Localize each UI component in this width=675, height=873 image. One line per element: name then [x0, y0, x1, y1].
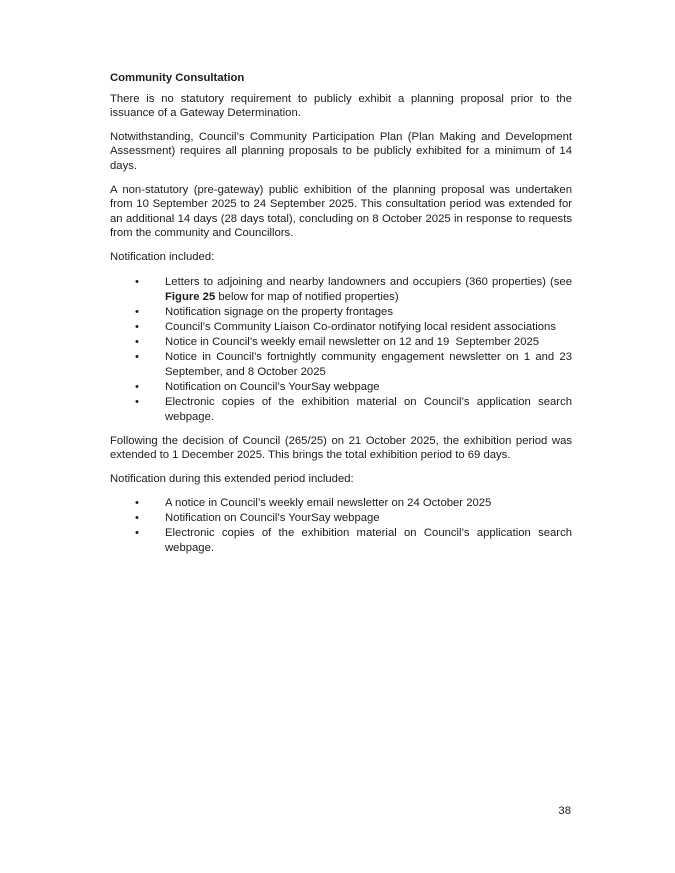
- bullet-item-october-newsletter: [110, 496, 572, 511]
- paragraph-council-decision: Following the decision of Council (265/25) on 21 October 2025, the exhibition period was extended to 1 December 2025. This brings the total exhibition period to 69 days.: [110, 434, 572, 462]
- bullet-icon: •: [135, 512, 139, 525]
- bullet-item-fortnightly-newsletter: [110, 350, 572, 380]
- bullet-text: Notification on Council’s YourSay webpage: [165, 512, 380, 525]
- bullet-item-letters: [110, 275, 572, 305]
- bullet-text: Notice in Council’s fortnightly community engagement newsletter on 1 and 23 September, and 8 October 2025: [165, 350, 572, 378]
- document-body: [110, 71, 572, 565]
- bullet-item-liaison: [110, 320, 572, 335]
- bullet-icon: •: [135, 275, 139, 288]
- figure-reference: Figure 25: [165, 290, 216, 303]
- paragraph-participation-plan: Notwithstanding, Council’s Community Participation Plan (Plan Making and Development Assessment) requires all planning proposals to be publicly exhibited for a minimum of 14 days.: [110, 130, 572, 172]
- bullet-text: Notice in Council’s weekly email newsletter on 12 and 19 September 2025: [165, 335, 540, 348]
- list-intro-extended-period: Notification during this extended period included:: [110, 472, 354, 485]
- notification-bullet-list: [110, 275, 572, 425]
- page-number: 38: [558, 805, 571, 817]
- bullet-text: below for map of notified properties): [215, 290, 399, 303]
- bullet-icon: •: [135, 497, 139, 510]
- bullet-icon: •: [135, 335, 139, 348]
- bullet-text: A notice in Council’s weekly email newsletter on 24 October 2025: [165, 497, 492, 510]
- paragraph-pre-gateway-exhibition: A non-statutory (pre-gateway) public exhibition of the planning proposal was undertaken from 10 September 2025 to 24 September 2025. This consultation period was extended for an additional 14 days (28 days total), concluding on 8 October 2025 in response to requests from the community and Councillors.: [110, 183, 572, 240]
- bullet-item-yoursay: [110, 380, 572, 395]
- bullet-icon: •: [135, 527, 139, 540]
- bullet-icon: •: [135, 305, 139, 318]
- bullet-text: Council’s Community Liaison Co-ordinator notifying local resident associations: [165, 320, 556, 333]
- extended-notification-bullet-list: [110, 496, 572, 556]
- bullet-item-electronic-copies: [110, 395, 572, 425]
- bullet-item-yoursay-extended: [110, 511, 572, 526]
- bullet-item-weekly-newsletter: [110, 335, 572, 350]
- bullet-text: Electronic copies of the exhibition material on Council’s application search webpage.: [165, 395, 572, 423]
- list-intro-notification: Notification included:: [110, 250, 215, 263]
- paragraph-statutory-requirement: There is no statutory requirement to publicly exhibit a planning proposal prior to the issuance of a Gateway Determination.: [110, 92, 572, 120]
- bullet-item-electronic-copies-extended: [110, 526, 572, 556]
- bullet-text: Notification signage on the property frontages: [165, 305, 393, 318]
- bullet-icon: •: [135, 350, 139, 363]
- bullet-item-signage: [110, 305, 572, 320]
- bullet-text: Notification on Council’s YourSay webpage: [165, 380, 380, 393]
- bullet-icon: •: [135, 395, 139, 408]
- bullet-text: Letters to adjoining and nearby landowners and occupiers (360 properties) (see: [165, 275, 572, 288]
- bullet-text: Electronic copies of the exhibition material on Council’s application search webpage.: [165, 527, 572, 555]
- bullet-icon: •: [135, 320, 139, 333]
- bullet-icon: •: [135, 380, 139, 393]
- section-heading: Community Consultation: [110, 72, 245, 84]
